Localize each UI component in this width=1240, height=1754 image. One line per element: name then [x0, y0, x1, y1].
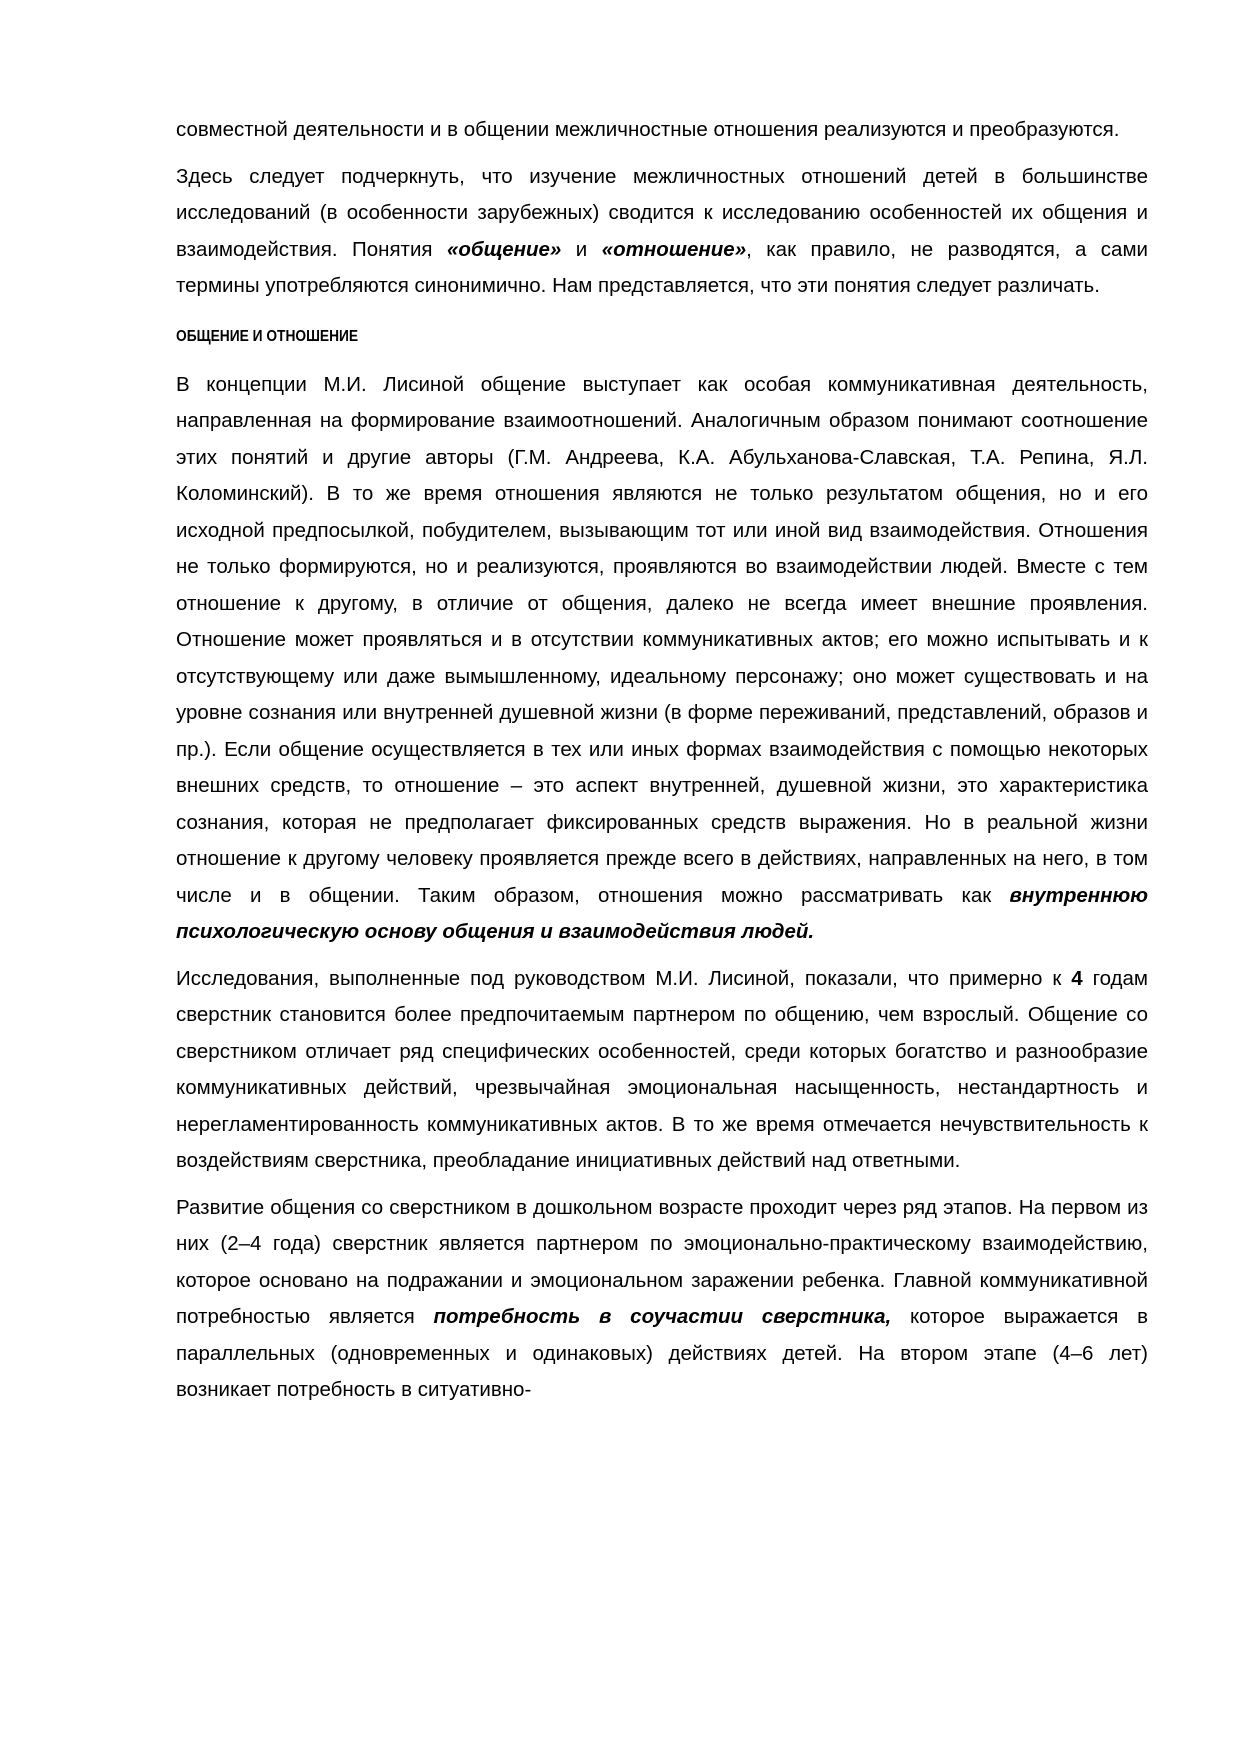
paragraph-communication-vs-relation — [176, 159, 1148, 305]
text-segment: и — [561, 237, 602, 261]
paragraph-continuation — [176, 112, 1148, 149]
bold-number: 4 — [1071, 966, 1083, 990]
document-page — [176, 112, 1148, 1419]
text-segment: Здесь следует подчеркнуть, что изучение межличностных отношений детей в большинстве исследований (в особенности зарубежных) сводится к исследованию особенностей их общения и взаимодействия. Понятия — [176, 164, 1148, 261]
text-segment: , как правило, не разводятся, а сами термины употребляются синонимично. Нам представляется, что эти понятия следует различать. — [176, 237, 1148, 297]
text-segment: В концепции М.И. Лисиной общение выступает как особая коммуникативная деятельность, направленная на формирование взаимоотношений. Аналогичным образом понимают соотношение этих понятий и другие авторы (Г.М. Андреева, К.А. Абульханова-Славская, Т.А. Репина, Я.Л. Коломинский). В то же время отношения являются не только результатом общения, но и его исходной предпосылкой, побудителем, вызывающим тот или иной вид взаимодействия. Отношения не только формируются, но и реализуются, проявляются во взаимодействии людей. Вместе с тем отношение к другому, в отличие от общения, далеко не всегда имеет внешние проявления. Отношение может проявляться и в отсутствии коммуникативных актов; его можно испытывать и к отсутствующему или даже вымышленному, идеальному персонажу; оно может существовать и на уровне сознания или внутренней душевной жизни (в форме переживаний, представлений, образов и пр.). Если общение осуществляется в тех или иных формах взаимодействия с помощью некоторых внешних средств, то отношение – это аспект внутренней, душевной жизни, это характеристика сознания, которая не предполагает фиксированных средств выражения. Но в реальной жизни отношение к другому человеку проявляется прежде всего в действиях, направленных на него, в том числе и в общении. Таким образом, отношения можно рассматривать как — [176, 372, 1148, 907]
paragraph-lisina-concept — [176, 367, 1148, 951]
text-segment: совместной деятельности и в общении межличностные отношения реализуются и преобразуются. — [176, 118, 1120, 141]
emphasized-term-otnoshenie: «отношение» — [601, 237, 747, 261]
emphasized-phrase: потребность в соучастии сверстника, — [433, 1305, 892, 1328]
text-segment: которое выражается в параллельных (одновременных и одинаковых) действиях детей. На втором этапе (4–6 лет) возникает потребность в ситуативно- — [176, 1305, 1148, 1401]
emphasized-phrase: внутреннюю психологическую основу общения и взаимодействия людей. — [176, 883, 1148, 943]
paragraph-development-stages — [176, 1190, 1148, 1409]
text-segment: Исследования, выполненные под руководством М.И. Лисиной, показали, что примерно к — [176, 966, 1072, 990]
text-segment: Развитие общения со сверстником в дошкольном возрасте проходит через ряд этапов. На первом из них (2–4 года) сверстник является партнером по эмоционально-практическому взаимодействию, которое основано на подражании и эмоциональном заражении ребенка. Главной коммуникативной потребностью является — [176, 1195, 1148, 1328]
text-segment: годам сверстник становится более предпочитаемым партнером по общению, чем взрослый. Общение со сверстником отличает ряд специфических особенностей, среди которых богатство и разнообразие коммуникативных действий, чрезвычайная эмоциональная насыщенность, нестандартность и нерегламентированность коммуникативных актов. В то же время отмечается нечувствительность к воздействиям сверстника, преобладание инициативных действий над ответными. — [176, 966, 1149, 1172]
paragraph-research-findings — [176, 961, 1148, 1180]
emphasized-term-obshchenie: «общение» — [446, 237, 562, 261]
section-heading: ОБЩЕНИЕ И ОТНОШЕНИЕ — [176, 327, 359, 345]
